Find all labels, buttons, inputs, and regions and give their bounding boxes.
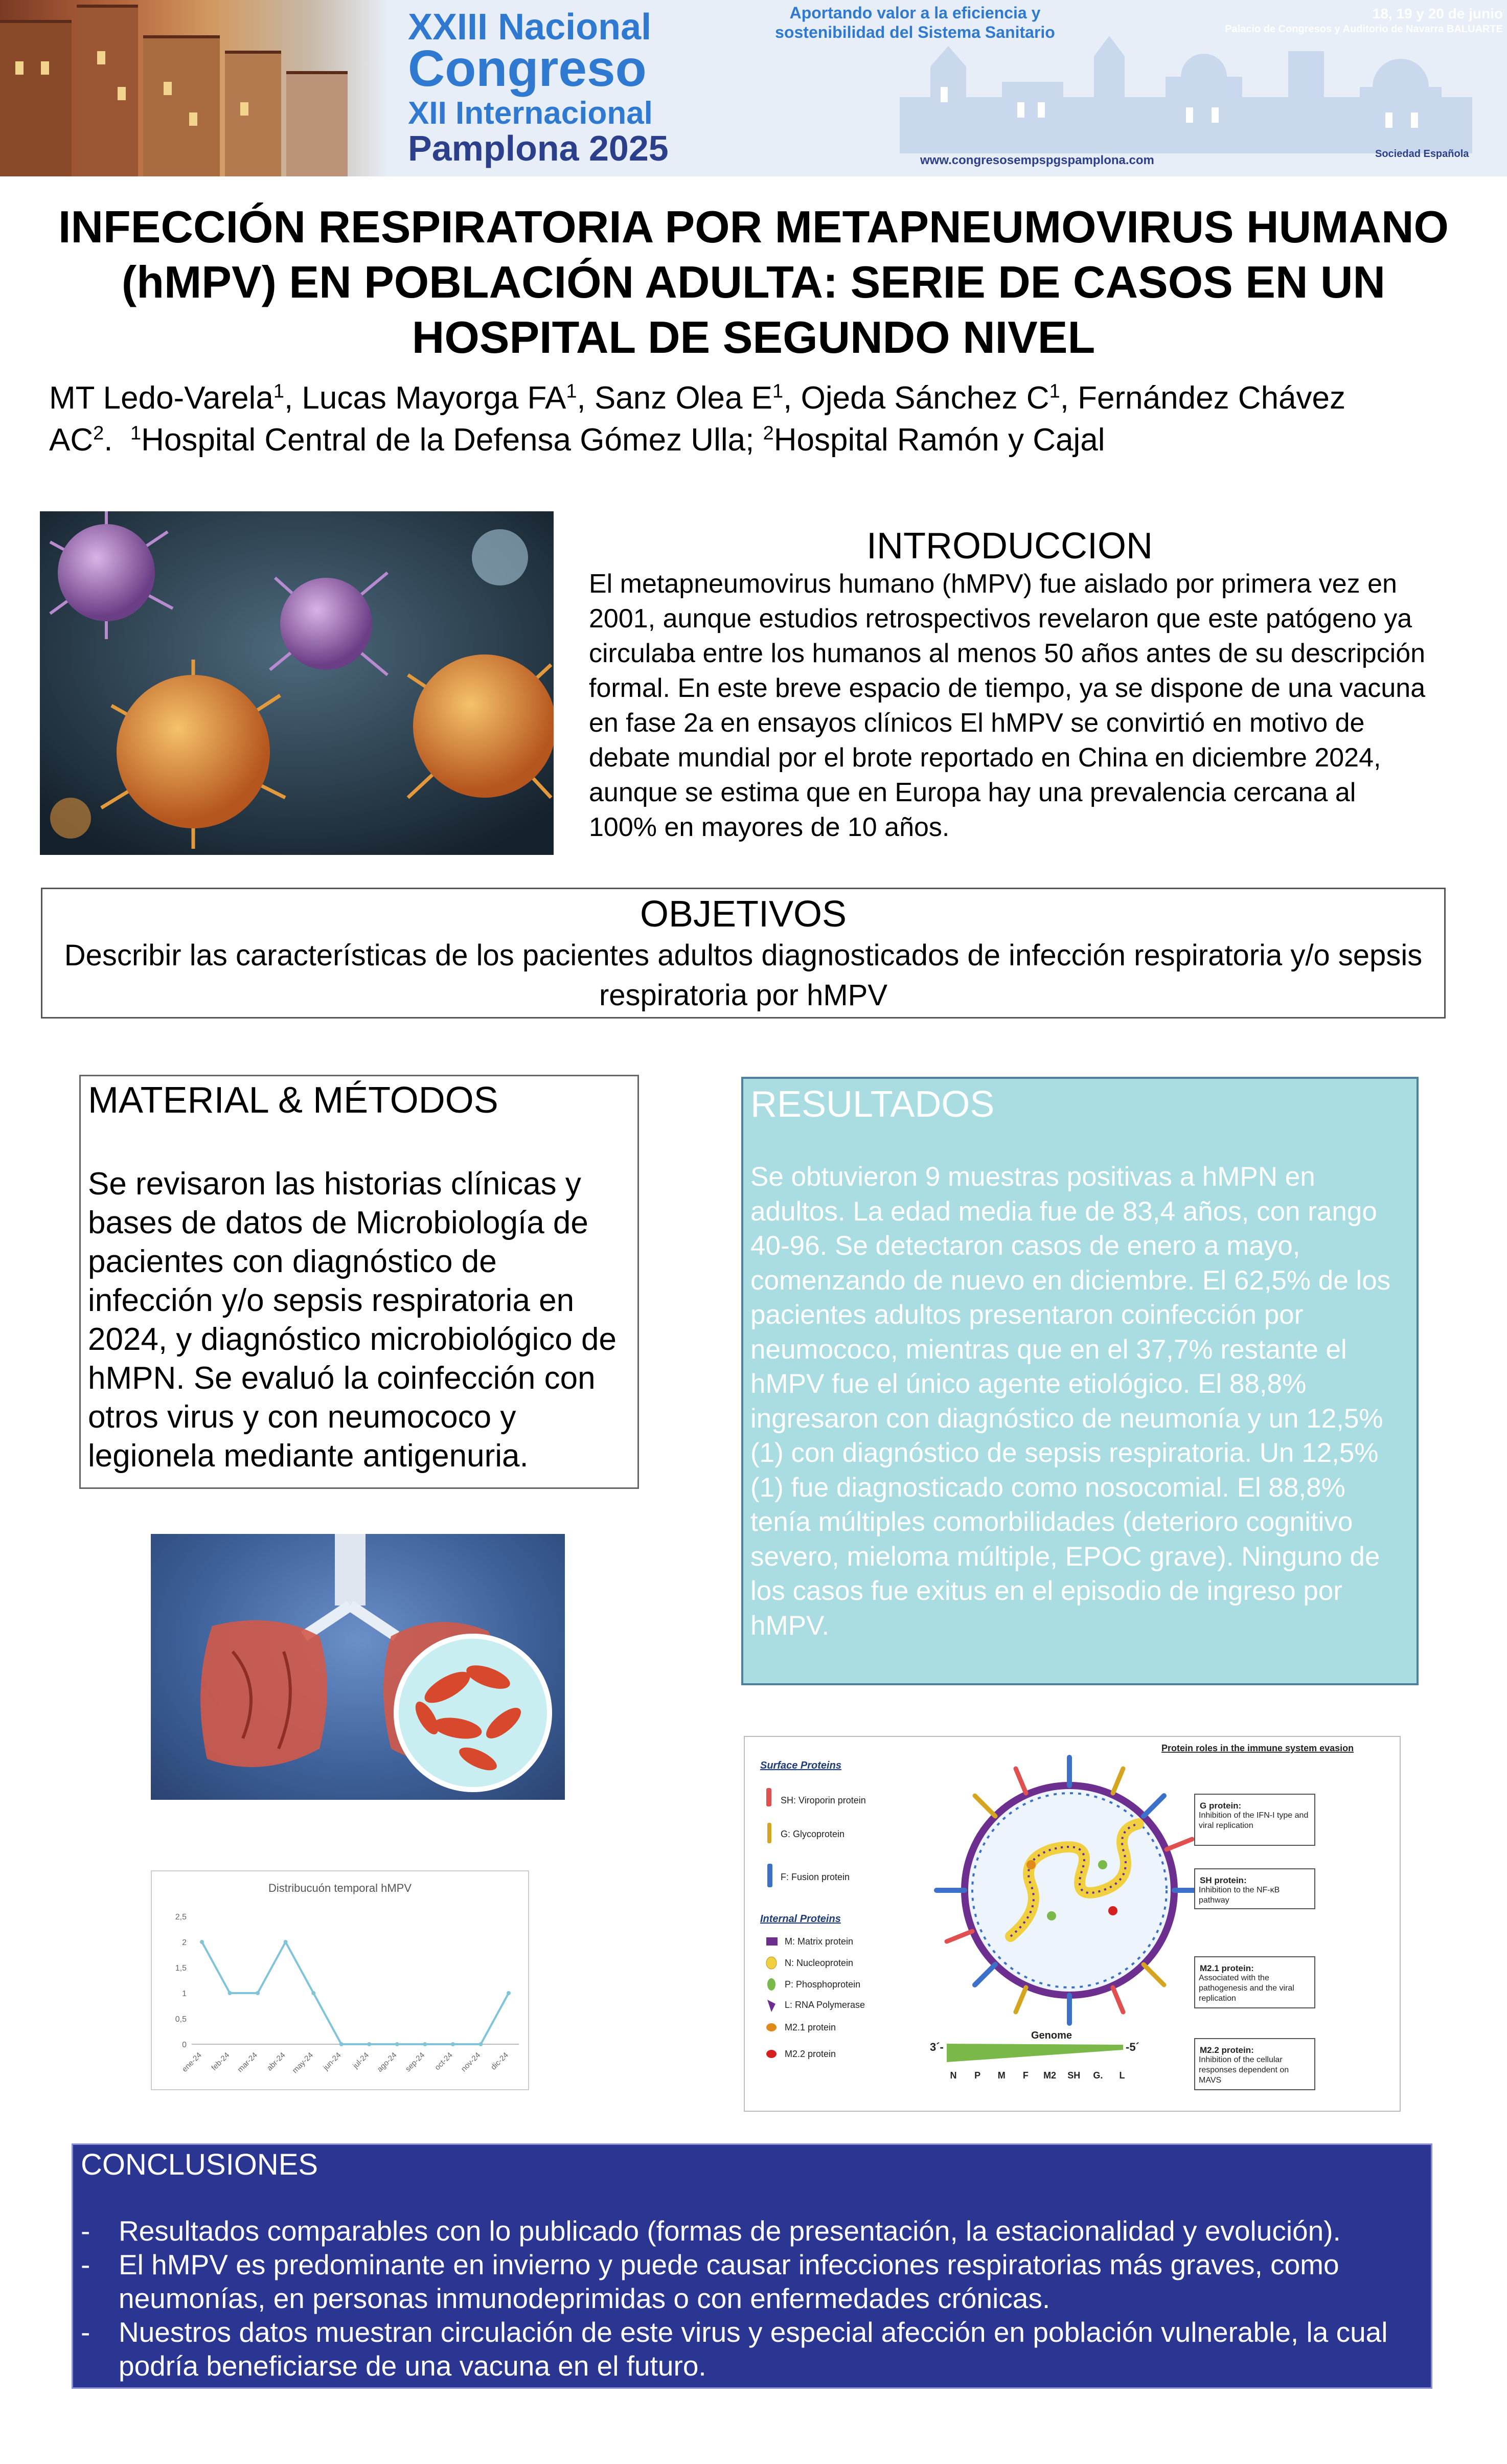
data-point	[311, 1991, 315, 1995]
author-4-affiliation: 1	[1049, 380, 1060, 402]
congress-international: XII Internacional	[408, 96, 653, 131]
data-point	[451, 2042, 455, 2046]
author-2-affiliation: 1	[566, 380, 577, 402]
svg-text:G: Glycoprotein: G: Glycoprotein	[781, 1829, 845, 1839]
results-heading: RESULTADOS	[750, 1084, 995, 1125]
data-point	[256, 1991, 260, 1995]
venue-text: Palacio de Congresos y Auditorio de Navarra BALUARTE	[1225, 24, 1503, 35]
data-point	[284, 1940, 288, 1944]
genome-gene-label: N	[950, 2070, 957, 2081]
pamplona-street-photo	[0, 0, 389, 176]
author-4: , Ojeda Sánchez C	[783, 380, 1049, 416]
affiliation-2: Hospital Ramón y Cajal	[773, 422, 1105, 458]
genome-gradient-bar	[947, 2044, 1123, 2062]
x-tick-label: jun-24	[322, 2050, 343, 2072]
svg-text:P: Phosphoprotein: P: Phosphoprotein	[785, 1979, 861, 1990]
role-m22-box	[1195, 2039, 1315, 2090]
x-tick-label: ene-24	[180, 2050, 203, 2074]
lungs-illustration	[151, 1534, 565, 1800]
introduction-heading: INTRODUCCION	[866, 526, 1153, 567]
x-tick-label: abr-24	[265, 2050, 287, 2073]
role-g-box	[1195, 1794, 1315, 1845]
virus-illustration	[40, 511, 554, 855]
authors-line	[49, 377, 1470, 461]
motto-line-2: sostenibilidad del Sistema Sanitario	[775, 23, 1055, 41]
data-point	[367, 2042, 371, 2046]
data-point	[478, 2042, 483, 2046]
m-legend	[766, 1936, 853, 1947]
x-tick-label: sep-24	[403, 2050, 427, 2074]
affiliation-1-marker: 1	[130, 422, 142, 444]
objectives-heading: OBJETIVOS	[640, 894, 847, 935]
hmpv-structure-illustration	[745, 1737, 1401, 2112]
author-2: , Lucas Mayorga FA	[284, 380, 566, 416]
congress-dates	[1176, 5, 1503, 36]
f-legend	[767, 1864, 850, 1887]
congress-banner	[0, 0, 1507, 176]
hmpv-protein-diagram	[744, 1736, 1401, 2112]
poster-title: INFECCIÓN RESPIRATORIA POR METAPNEUMOVIRUS HUMANO (hMPV) EN POBLACIÓN ADULTA: SERIE DE CASOS EN UN HOSPITAL DE SEGUNDO NIVEL	[58, 201, 1449, 363]
role-m22-text: Inhibition of the cellular responses dependent on MAVS	[1199, 2055, 1289, 2085]
svg-text:N: Nucleoprotein: N: Nucleoprotein	[785, 1958, 854, 1968]
svg-text:M2.2 protein:: M2.2 protein:	[1200, 2045, 1254, 2055]
results-text: Se obtuvieron 9 muestras positivas a hMPN en adultos. La edad media fue de 83,4 años, con rango 40-96. Se detectaron casos de enero a mayo, comenzando de nuevo en diciembre. El 62,5% de los pacientes adultos presentaron coinfección por neumococo, mientras que en el 37,7% restante el hMPV fue el único agente etiológico. El 88,8% ingresaron con diagnóstico de neumonía y un 12,5% (1) con diagnóstico de sepsis respiratoria. Un 12,5% (1) fue diagnosticado como nosocomial. El 88,8% tenía múltiples comorbilidades (deterioro cognitivo severo, mieloma múltiple, EPOC grave). Ninguno de los casos fue exitus en el episodio de ingreso por hMPV.	[750, 1162, 1391, 1641]
genome-gene-label: L	[1119, 2070, 1125, 2081]
data-point	[423, 2042, 427, 2046]
genome-gene-label: M2	[1043, 2070, 1057, 2081]
protein-roles-title: Protein roles in the immune system evasion	[1161, 1743, 1354, 1753]
genome-3-end: 3´-	[930, 2041, 944, 2053]
svg-text:SH: Viroporin protein: SH: Viroporin protein	[781, 1795, 866, 1805]
svg-text:M2.1 protein: M2.1 protein	[785, 2022, 836, 2032]
surface-proteins-title: Surface Proteins	[760, 1760, 841, 1771]
author-5-affiliation: 2	[93, 422, 104, 444]
y-tick-label: 2,5	[175, 1913, 187, 1922]
motto-line-1: Aportando valor a la eficiencia y	[789, 4, 1041, 22]
author-1-affiliation: 1	[273, 380, 284, 402]
y-tick-label: 0,5	[175, 2015, 187, 2024]
virion-illustration	[937, 1757, 1202, 2023]
x-tick-label: mar-24	[236, 2050, 259, 2074]
role-m21-box	[1195, 1957, 1315, 2008]
x-tick-label: oct-24	[433, 2050, 454, 2072]
author-1: MT Ledo-Varela	[49, 380, 273, 416]
data-point	[507, 1991, 511, 1995]
svg-text:SH protein:: SH protein:	[1200, 1875, 1247, 1885]
authors-separator: .	[104, 422, 130, 458]
conclusions-heading: CONCLUSIONES	[81, 2148, 318, 2181]
y-tick-label: 0	[182, 2041, 187, 2049]
svg-text:F: Fusion protein: F: Fusion protein	[781, 1872, 850, 1882]
y-tick-label: 2	[182, 1938, 187, 1947]
sh-legend	[766, 1788, 866, 1806]
genome-gene-label: P	[974, 2070, 981, 2081]
x-tick-label: ago-24	[375, 2050, 399, 2074]
objectives-text: Describir las características de los pacientes adultos diagnosticados de infección respiratoria y/o sepsis respiratoria por hMPV	[64, 939, 1423, 1012]
congress-word: Congreso	[408, 40, 647, 97]
m21-legend	[766, 2022, 836, 2032]
data-point	[395, 2042, 399, 2046]
congress-edition: XXIII Nacional	[408, 7, 652, 48]
n-legend	[766, 1957, 853, 1969]
conclusion-item: - El hMPV es predominante en invierno y puede causar infecciones respiratorias más graves, como neumonías, en personas inmunodeprimidas o con enfermedades crónicas.	[77, 2248, 1426, 2315]
svg-text:M2.1 protein:: M2.1 protein:	[1200, 1963, 1254, 1973]
author-3-affiliation: 1	[772, 380, 784, 402]
data-point	[339, 2042, 344, 2046]
m22-legend	[766, 2049, 836, 2059]
role-g-text: Inhibition of the IFN-I type and viral replication	[1199, 1811, 1309, 1830]
society-logo-text: Sociedad Española	[1375, 148, 1469, 160]
x-tick-label: dic-24	[489, 2050, 510, 2072]
x-tick-label: jul-24	[351, 2050, 371, 2070]
congress-website: www.congresosempspgspamplona.com	[920, 153, 1154, 167]
svg-text:G protein:: G protein:	[1200, 1801, 1242, 1811]
data-point	[228, 1991, 232, 1995]
introduction-text: El metapneumovirus humano (hMPV) fue aislado por primera vez en 2001, aunque estudios retrospectivos revelaron que este patógeno ya circulaba entre los humanos al menos 50 años antes de su descripción formal. En este breve espacio de tiempo, ya se dispone de una vacuna en fase 2a en ensayos clínicos El hMPV se convirtió en motivo de debate mundial por el brote reportado en China en diciembre 2024, aunque se estima que en Europa hay una prevalencia cercana al 100% en mayores de 10 años.	[589, 569, 1426, 842]
svg-text:M: Matrix protein: M: Matrix protein	[785, 1936, 854, 1947]
virus-particles-image	[40, 511, 554, 855]
role-sh-box	[1195, 1869, 1315, 1909]
y-tick-label: 1	[182, 1990, 187, 1998]
author-5: , Fernández Chávez AC	[49, 380, 1346, 458]
chart-canvas	[151, 1870, 529, 2090]
genome-label: Genome	[1031, 2030, 1072, 2041]
svg-text:M2.2 protein: M2.2 protein	[785, 2049, 836, 2059]
p-legend	[767, 1978, 860, 1991]
conclusions-list	[77, 2214, 1426, 2383]
genome-gene-label: M	[997, 2070, 1006, 2081]
pamplona-skyline-illustration	[900, 36, 1472, 153]
x-tick-label: feb-24	[210, 2050, 232, 2072]
role-sh-text: Inhibition to the NF-κB pathway	[1199, 1886, 1280, 1905]
g-legend	[767, 1823, 844, 1843]
genome-gene-label: G.	[1093, 2070, 1103, 2081]
conclusion-item: - Nuestros datos muestran circulación de este virus y especial afección en población vulnerable, la cual podría beneficiarse de una vacuna en el futuro.	[77, 2315, 1426, 2383]
x-tick-label: may-24	[290, 2050, 315, 2075]
role-m21-text: Associated with the pathogenesis and the viral replication	[1199, 1974, 1294, 2003]
author-3: , Sanz Olea E	[577, 380, 773, 416]
lungs-bacteria-image	[151, 1534, 565, 1800]
internal-proteins-title: Internal Proteins	[760, 1913, 841, 1925]
affiliation-2-marker: 2	[763, 422, 774, 444]
genome-gene-label: F	[1022, 2070, 1029, 2081]
dates-text: 18, 19 y 20 de junio	[1372, 6, 1503, 21]
data-point	[200, 1940, 204, 1944]
series-line	[202, 1942, 509, 2044]
affiliation-1: Hospital Central de la Defensa Gómez Ulla;	[141, 422, 763, 458]
genome-5-end: -5´	[1126, 2041, 1139, 2053]
l-legend	[767, 2000, 865, 2012]
svg-text:L: RNA Polymerase: L: RNA Polymerase	[785, 2000, 865, 2010]
x-tick-label: nov-24	[459, 2050, 483, 2074]
chart-title: Distribucuón temporal hMPV	[268, 1882, 412, 1894]
methods-text: Se revisaron las historias clínicas y bases de datos de Microbiología de pacientes con diagnóstico de infección y/o sepsis respiratoria en 2024, y diagnóstico microbiológico de hMPN. Se evaluó la coinfección con otros virus y con neumococo y legionela mediante antigenuria.	[88, 1166, 616, 1474]
congress-city-year: Pamplona 2025	[408, 128, 669, 168]
genome-gene-label: SH	[1067, 2070, 1081, 2081]
y-tick-label: 1,5	[175, 1964, 187, 1973]
methods-heading: MATERIAL & MÉTODOS	[88, 1080, 498, 1121]
conclusion-item: - Resultados comparables con lo publicado (formas de presentación, la estacionalidad y evolución).	[77, 2214, 1426, 2248]
